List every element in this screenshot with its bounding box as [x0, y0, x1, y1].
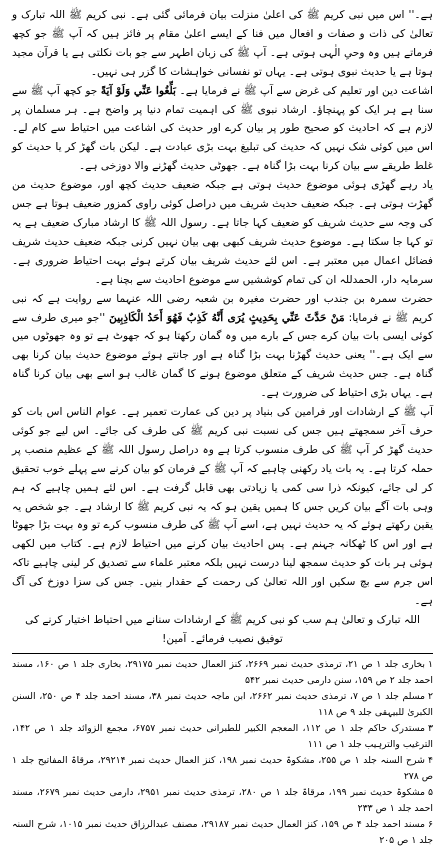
reference-number: ۲ [428, 690, 433, 702]
arabic-quote-1: بَلِّغُوا عَنِّي وَلَوْ آيَةً [100, 84, 177, 97]
paragraph-6-text: ''جو میری طرف سے کوئی ایسی بات بیان کرے جس کے بارے میں وہ گمان رکھتا ہو کہ جھوٹ ہے تو وہ جھوٹوں میں سے ایک ہے۔'' یعنی حدیث گھڑنا بہت بڑا گناہ ہے اور جانتے ہوئے موضوع حدیث بیان کرنا بھی گناہ ہے۔ جس حدیث شریف کے متعلق موضوع ہونے کا گمان غالب ہو اسے بھی بیان کرنا گناہ ہے۔ یہاں بڑی احتیاط کی ضرورت ہے۔ [12, 311, 433, 400]
reference-text: بخاری جلد ۱ ص ۲۱، ترمذی حدیث نمبر ۲۶۶۹، کنز العمال حدیث نمبر ۲۹۱۷۵، بخاری جلد ۱ ص ۱۶۰، مسند احمد جلد ۲ ص ۱۵۹، سنن دارمی حدیث نمبر ۵۴۲ [12, 658, 433, 686]
reference-item [12, 721, 433, 753]
paragraph-1: ہے۔'' اس میں نبی کریم ﷺ کی اعلیٰ منزلت بیان فرمائی گئی ہے۔ نبی کریم ﷺ اللہ تبارک و تعالیٰ کی ذات و صفات و افعال میں فنا کے ایسے اعلیٰ مقام پر فائز ہیں کہ آپ ﷺ جو کچھ فرماتے ہیں وہ وحیِ الٰہی ہوتی ہے۔ آپ ﷺ کی زبان اطہر سے جو بات نکلتی ہے یا قرآن مجید ہوتا ہے یا حدیث نبوی ہوتی ہے۔ یہاں تو نفسانی خواہشات کا گزر ہی نہیں۔ [12, 9, 433, 78]
reference-item [12, 817, 433, 849]
reference-number: ۳ [427, 722, 433, 734]
reference-item [12, 689, 433, 721]
body-text [12, 6, 433, 611]
paragraph-7: آپ ﷺ کے ارشادات اور فرامین کی بنیاد پر دین کی عمارت تعمیر ہے۔ عوام الناس اس بات کو حرف آخر سمجھتے ہیں جس کی نسبت نبی کریم ﷺ کی طرف کی جائے۔ اس لیے جو کوئی حدیث گھڑ کر آپ ﷺ کی طرف منسوب کرتا ہے وہ دراصل رسول اللہ ﷺ کے عظیم منصب پر حملہ کرتا ہے۔ یہ بات یاد رکھنی چاہیے کہ آپ ﷺ کے فرمان کو بیان کرنے سے پہلے خوب تحقیق کر لی جائے، کیونکہ ذرا سی کمی یا زیادتی بھی قابل گرفت ہے۔ اس لئے ہمیں چاہیے کہ ہم وہی بات آگے بیان کریں جس کا ہمیں یقین ہو کہ یہ نبی کریم ﷺ کا ارشاد ہے۔ جو شخص یہ یقین رکھتے ہوئے کہ یہ حدیث نہیں ہے، اسے آپ ﷺ کی طرف منسوب کرے تو وہ بہت بڑا جھوٹا ہے اور اس کا ٹھکانہ جہنم ہے۔ پس احادیث بیان کرنے میں احتیاط لازم ہے۔ کتاب میں لکھی ہوئی ہر بات کو حدیث سمجھ لینا درست نہیں بلکہ معتبر علماء سے تصدیق کر لینی چاہیے تاکہ اس جرم سے بچ سکیں اور اللہ تعالیٰ کی رحمت کے حقدار بنیں۔ جس کی سزا دوزخ کی آگ ہے۔ [12, 406, 433, 608]
paragraph-4: یاد رہے گھڑی ہوئی موضوع حدیث ہوتی ہے جبکہ ضعیف حدیث کچھ اور، موضوع حدیث من گھڑت ہوتی ہے۔ جبکہ ضعیف حدیث شریف میں دراصل کوئی راوی کمزور ضعیف ہوتا ہے جس کی وجہ سے حدیث شریف کو ضعیف کہا جاتا ہے۔ رسول اللہ ﷺ کا ارشاد مبارک ضعیف ہے یہ تو کہا جا سکتا ہے۔ موضوع حدیث شریف کبھی بھی بیان نہیں کرنی جبکہ ضعیف حدیث شریف فضائل اعمال میں معتبر ہے۔ اس لئے حدیث شریف بیان کرتے ہوئے بہت احتیاط ضروری ہے۔ سرمایہ دار، الحمدللہ ان کی تمام کوششیں سے موضوع احادیث سے بچنا ہے۔ [12, 179, 433, 286]
references-list [12, 657, 433, 849]
reference-item [12, 657, 433, 689]
arabic-quote-2: مَنْ حَدَّثَ عَنِّي بِحَدِيثٍ يُرَى أَنَّهُ كَذِبٌ فَهُوَ أَحَدُ الْكَاذِبِينَ [109, 311, 345, 324]
paragraph-3-text: جو کچھ آپ ﷺ سے سنا ہے ہر ایک کو پہنچاؤ۔ ارشاد نبوی ﷺ کی اہمیت تمام دنیا پر واضح ہے۔ ہر مسلمان پر لازم ہے کہ احادیث کو صحیح طور پر بیان کرے اور حدیث کی اشاعت میں احتیاط سے کام لے۔ اس میں کوئی شک نہیں کہ حدیث کی تبلیغ بہت بڑی عبادت ہے۔ لیکن بات گھڑ کر یا حدیث کو غلط طریقے سے بیان کرنا بہت بڑا گناہ ہے۔ جھوٹی حدیث گھڑنے والا دوزخی ہے۔ [12, 84, 433, 173]
paragraph-2 [12, 82, 433, 177]
footnote-separator [12, 653, 433, 654]
reference-text: مسند احمد جلد ۴ ص ۱۵۹، کنز العمال حدیث نمبر ۲۹۱۸۷، مصنف عبدالرزاق حدیث نمبر ۱۰۱۵، شرح السنہ جلد ۱ ص ۲۰۵ [12, 818, 433, 846]
paragraph-5-text: حضرت سمرہ بن جندب اور حضرت مغیرہ بن شعبہ رضی اللہ عنہما سے روایت ہے کہ نبی کریم ﷺ نے فرمایا: [12, 292, 433, 324]
reference-text: شرح السنہ جلد ۱ ص ۲۵۵، مشکوۃ حدیث نمبر ۱۹۸، کنز العمال حدیث نمبر ۲۹۲۱۴، مرقاۃ المفاتیح جلد ۱ ص ۲۷۸ [12, 754, 433, 782]
closing-prayer: اللہ تبارک و تعالیٰ ہم سب کو نبی کریم ﷺ کے ارشادات سنانے میں احتیاط اختیار کرنے کی توفیق نصیب فرمائے۔ آمین! [25, 614, 420, 645]
reference-number: ۵ [428, 786, 433, 798]
reference-text: مشکوۃ حدیث نمبر ۱۹۹، مرقاۃ جلد ۱ ص ۲۸۰، ترمذی حدیث نمبر ۲۹۵۱، دارمی حدیث نمبر ۲۶۷۹، مسند احمد جلد ۱ ص ۲۳۳ [12, 786, 433, 814]
reference-number: ۱ [428, 658, 433, 670]
reference-text: مستدرک حاکم جلد ۱ ص ۱۱۲، المعجم الکبیر للطبرانی حدیث نمبر ۶۷۵۷، مجمع الزوائد جلد ۱ ص ۱۴۲، الترغیب والترہیب جلد ۱ ص ۱۱۱ [12, 722, 433, 750]
reference-item [12, 785, 433, 817]
reference-item [12, 753, 433, 785]
reference-text: مسلم جلد ۱ ص ۷، ترمذی حدیث نمبر ۲۶۶۲، ابن ماجہ حدیث نمبر ۳۸، مسند احمد جلد ۴ ص ۲۵۰، السنن الکبریٰ للبیہقی جلد ۹ ص ۱۱۸ [12, 690, 433, 718]
paragraph-2-text: اشاعت دین اور تعلیم کی غرض سے آپ ﷺ نے فرمایا ہے۔ [176, 84, 433, 97]
reference-number: ۶ [428, 818, 433, 830]
reference-number: ۴ [427, 754, 433, 766]
paragraph-5 [12, 290, 433, 403]
